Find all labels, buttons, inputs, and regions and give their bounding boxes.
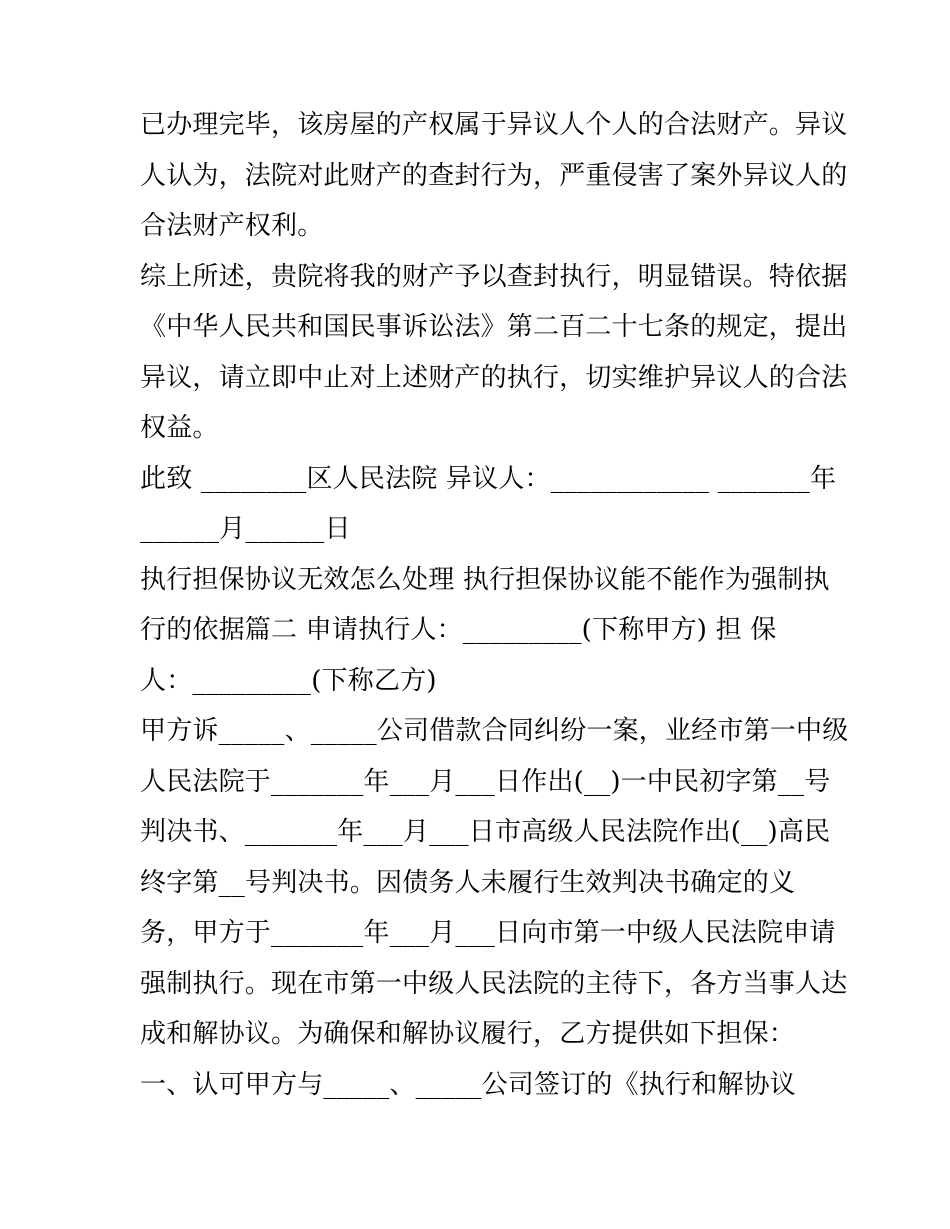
text-line: 判决书、_______年___月___日市高级人民法院作出(__)高民 [140, 817, 831, 847]
text-line: 权益。 [140, 413, 219, 443]
text-line: 合法财产权利。 [140, 211, 324, 241]
text-line: 终字第__号判决书。因债务人未履行生效判决书确定的义 [140, 867, 796, 898]
text-line: 综上所述，贵院将我的财产予以查封执行，明显错误。特依据 [140, 261, 848, 292]
text-line: 人：_________(下称乙方) [140, 665, 437, 696]
text-line: 务，甲方于_______年___月___日向市第一中级人民法院申请 [140, 918, 836, 948]
text-line: 一、认可甲方与_____、_____公司签订的《执行和解协议 [140, 1069, 797, 1100]
text-line: 强制执行。现在市第一中级人民法院的主待下，各方当事人达 [140, 968, 848, 999]
text-line: 成和解协议。为确保和解协议履行，乙方提供如下担保： [140, 1019, 796, 1049]
text-line: 行的依据篇二 申请执行人：_________(下称甲方) 担 保 [140, 615, 777, 645]
text-line: 人认为，法院对此财产的查封行为，严重侵害了案外异议人的 [140, 160, 848, 191]
document-body [140, 100, 849, 1110]
text-line: 异议，请立即中止对上述财产的执行，切实维护异议人的合法 [140, 362, 848, 393]
text-line: 执行担保协议无效怎么处理 执行担保协议能不能作为强制执 [140, 564, 830, 595]
text-line: 已办理完毕，该房屋的产权属于异议人个人的合法财产。异议 [140, 110, 848, 140]
text-line: 《中华人民共和国民事诉讼法》第二百二十七条的规定，提出 [140, 312, 848, 342]
text-line: ______月______日 [140, 514, 351, 544]
text-line: 此致 ________区人民法院 异议人：____________ _______年 [140, 463, 837, 494]
text-line: 甲方诉_____、_____公司借款合同纠纷一案，业经市第一中级 [140, 716, 849, 746]
text-line: 人民法院于_______年___月___日作出(__)一中民初字第__号 [140, 766, 831, 797]
